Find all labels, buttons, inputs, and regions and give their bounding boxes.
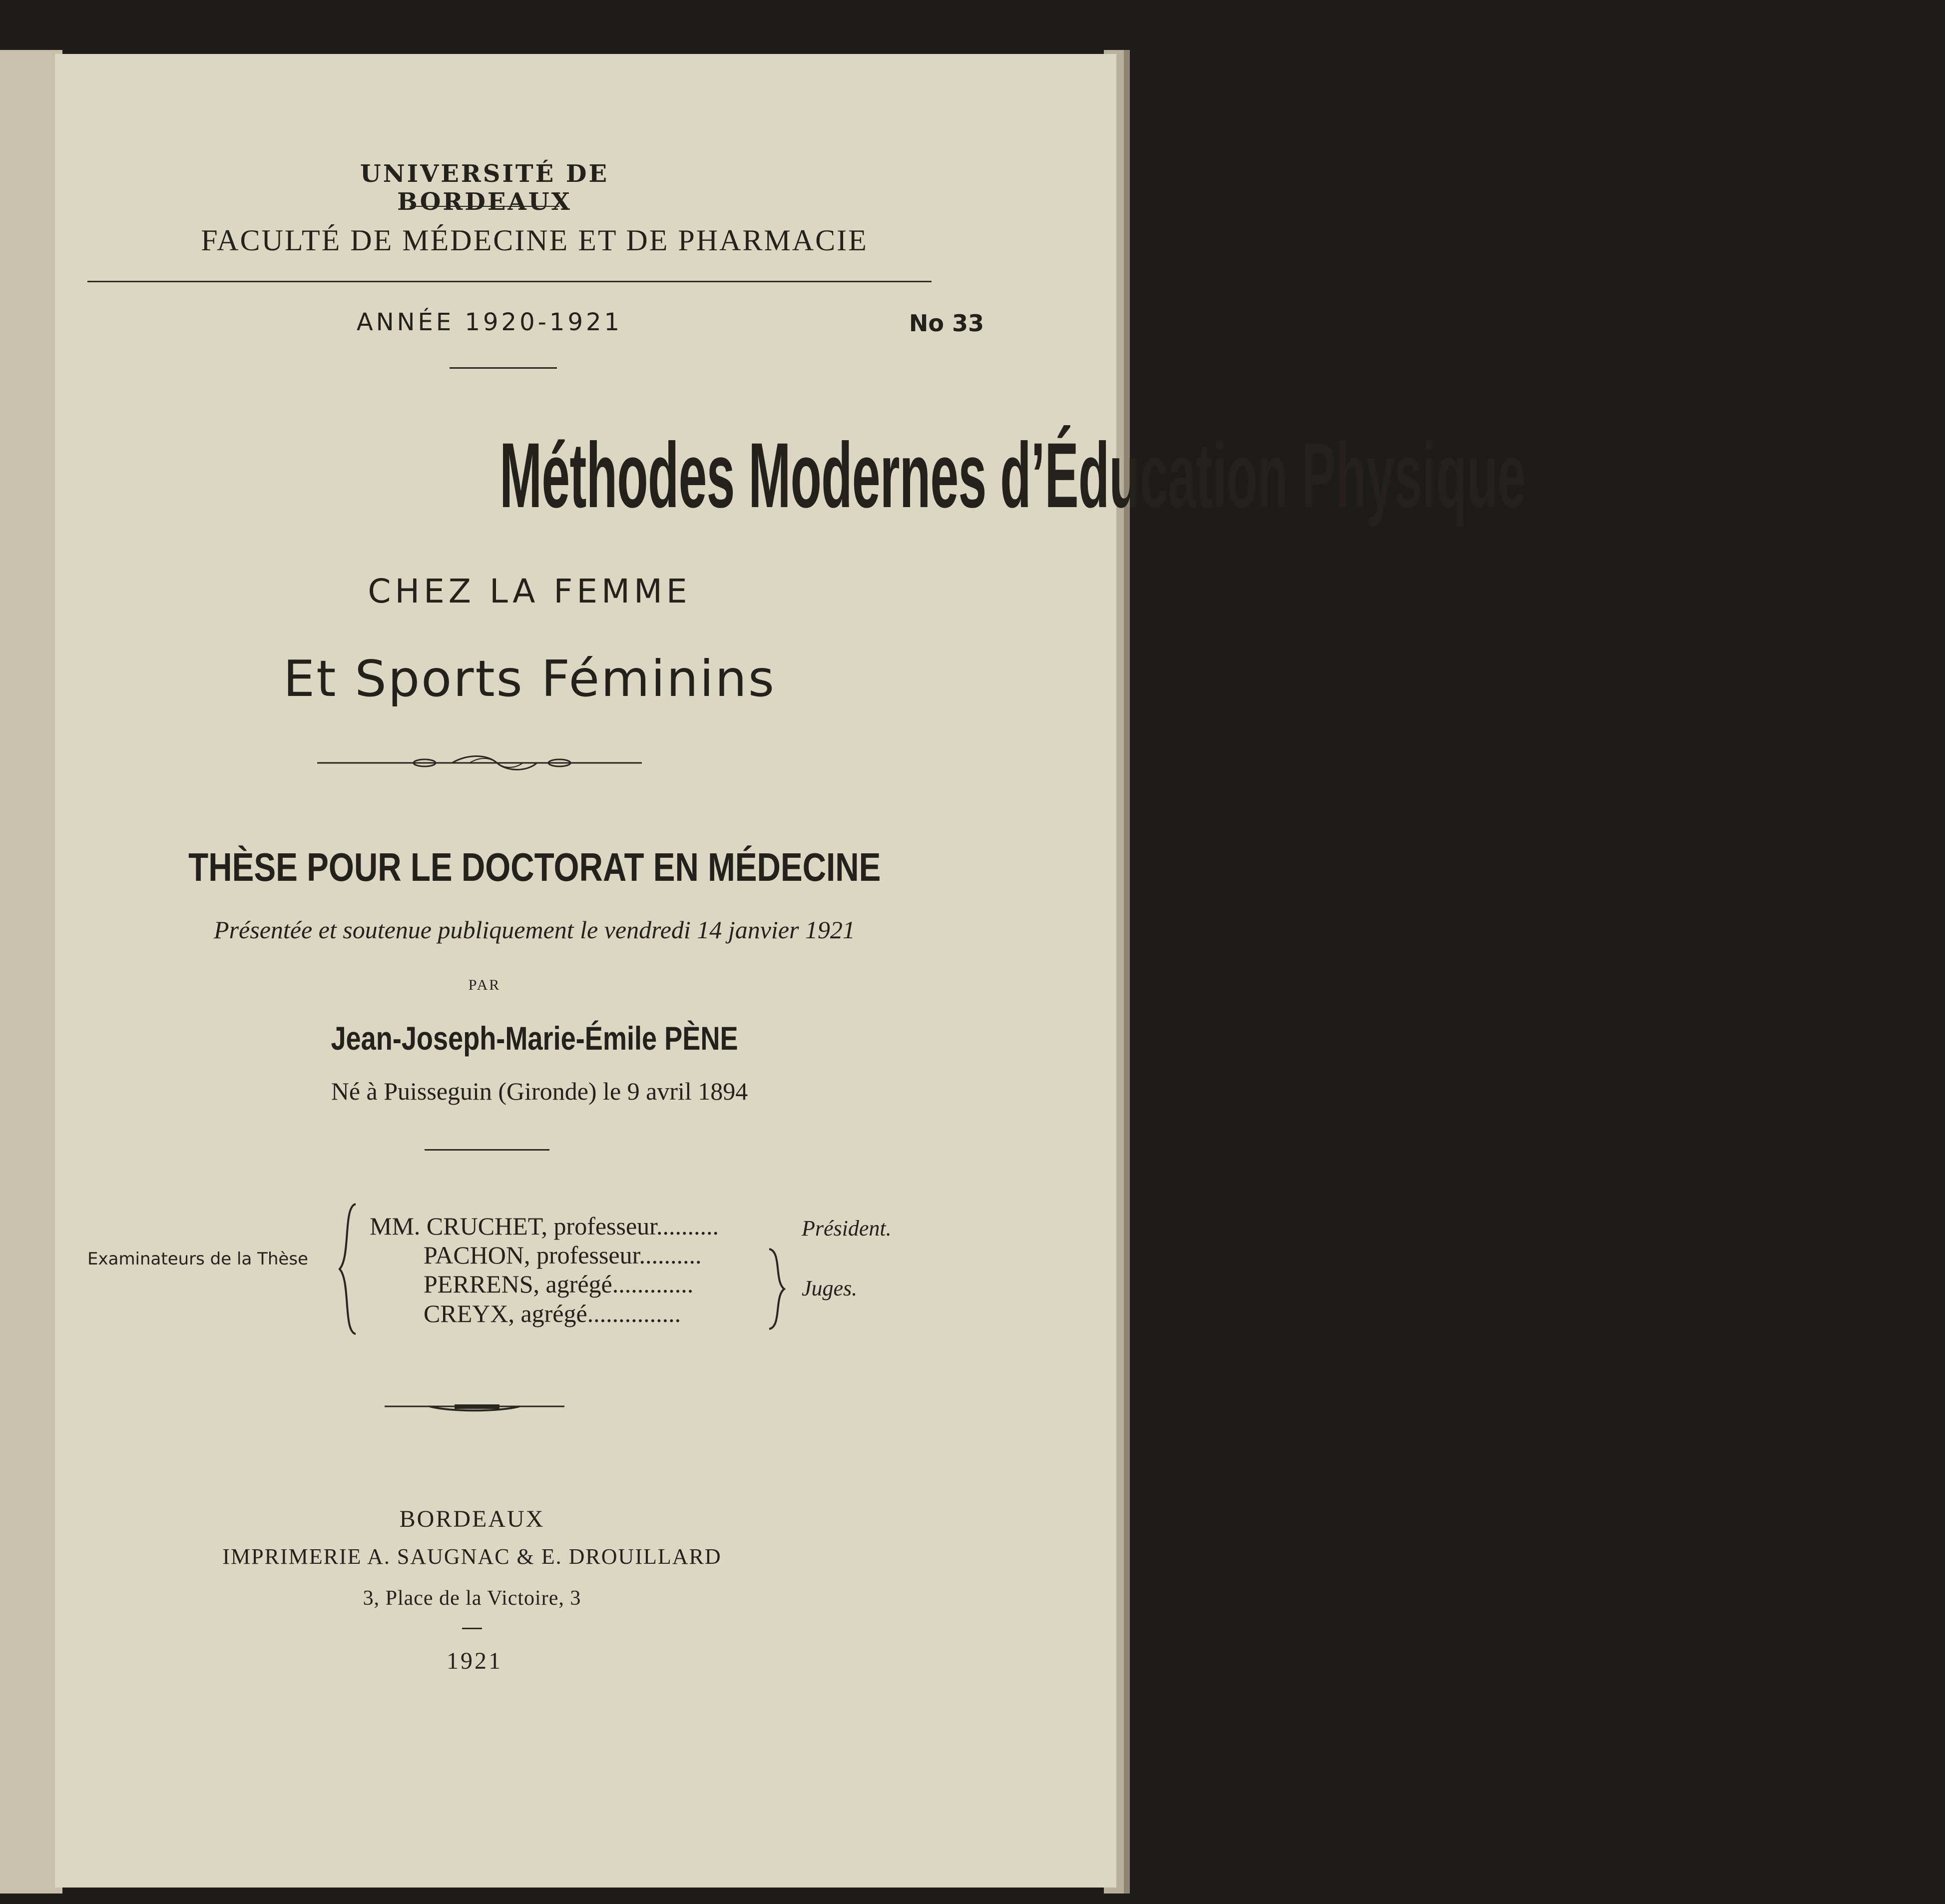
thesis-subtitle: CHEZ LA FEMME	[368, 572, 691, 611]
jury-member-creyx: CREYX, agrégé...............	[424, 1299, 681, 1327]
jury-right-brace	[764, 1247, 789, 1331]
imprint-dash	[462, 1628, 482, 1629]
printer-name: IMPRIMERIE A. SAUGNAC & E. DROUILLARD	[222, 1544, 722, 1569]
academic-year: ANNÉE 1920-1921	[356, 308, 623, 336]
thesis-heading: THÈSE POUR LE DOCTORAT EN MÉDECINE	[188, 845, 881, 889]
ornamental-divider	[317, 752, 642, 772]
thesis-subtitle-2: Et Sports Féminins	[283, 649, 776, 708]
printer-address: 3, Place de la Victoire, 3	[363, 1587, 581, 1610]
header-rule	[87, 281, 932, 282]
thesis-number: No 33	[909, 310, 984, 337]
printer-city: BORDEAUX	[399, 1506, 545, 1532]
author-name: Jean-Joseph-Marie-Émile PÈNE	[331, 1020, 738, 1057]
by-label: PAR	[468, 977, 501, 993]
year-underline	[450, 367, 557, 369]
university-name: UNIVERSITÉ DE BORDEAUX	[360, 160, 609, 216]
small-ornament	[385, 1399, 564, 1414]
jury-member-cruchet: MM. CRUCHET, professeur..........	[370, 1212, 719, 1240]
defense-date: Présentée et soutenue publiquement le vendredi 14 janvier 1921	[214, 916, 855, 944]
jury-member-perrens: PERRENS, agrégé.............	[424, 1270, 694, 1298]
author-underline	[425, 1149, 549, 1151]
judges-label: Juges.	[802, 1276, 858, 1300]
jury-member-pachon: PACHON, professeur..........	[424, 1241, 702, 1269]
faculty-name: FACULTÉ DE MÉDECINE ET DE PHARMACIE	[201, 224, 868, 257]
thesis-title: Méthodes Modernes d’Éducation Physique	[499, 424, 1526, 527]
publication-year: 1921	[447, 1648, 502, 1674]
jury-label: Examinateurs de la Thèse	[87, 1249, 308, 1269]
university-underline	[410, 206, 559, 207]
jury-left-brace	[336, 1202, 366, 1336]
president-label: Président.	[802, 1216, 892, 1241]
author-birth: Né à Puisseguin (Gironde) le 9 avril 1894	[331, 1077, 748, 1105]
